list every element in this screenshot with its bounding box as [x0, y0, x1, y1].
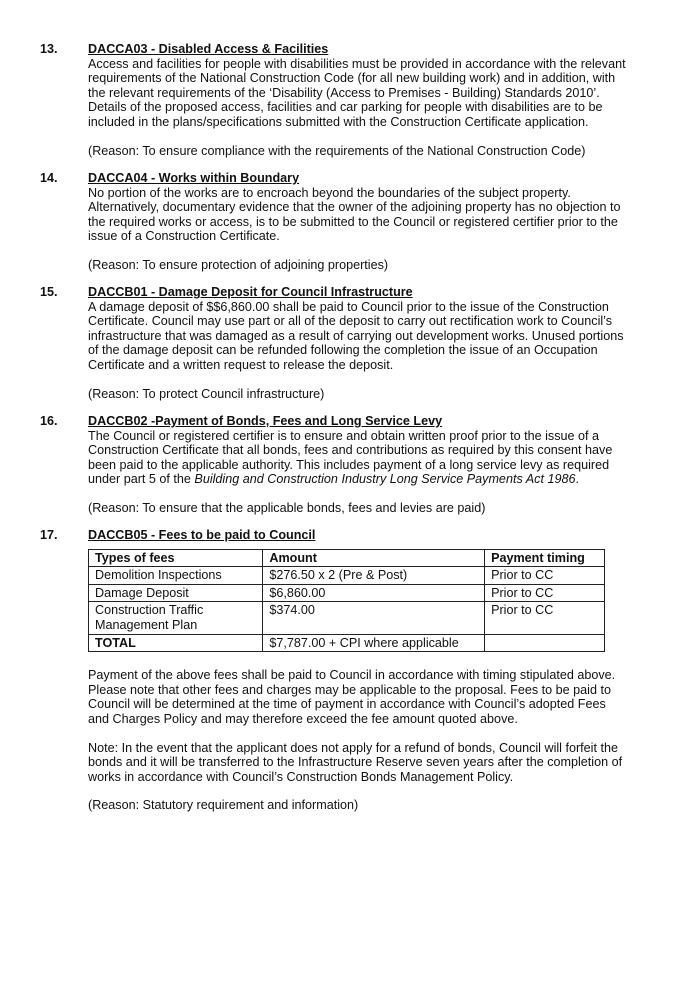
table-cell: $374.00: [263, 602, 485, 634]
bonds-note-paragraph: Note: In the event that the applicant does not apply for a refund of bonds, Council will forfeit the bonds and it will be transferred to the Infrastructure Reserve seven years after the completion of works in accordance with Council’s Construction Bonds Management Policy.: [88, 740, 623, 784]
act-name: Building and Construction Industry Long Service Payments Act 1986: [194, 472, 576, 487]
condition-number: 16.: [40, 414, 58, 428]
table-cell: $6,860.00: [263, 584, 485, 602]
condition-title: DACCA04 - Works within Boundary: [88, 171, 300, 185]
table-row: [89, 584, 605, 602]
condition-body: Access and facilities for people with disabilities must be provided in accordance with the relevant requirements of the National Construction Code (for all new building work) and in addition, with the relevant requirements of the ‘Disability (Access to Premises - Building) Standards 2010’. Details of the proposed access, facilities and car parking for people with disabilities are to be included in the plans/specifications submitted with the Construction Certificate application.: [88, 56, 626, 129]
condition-reason: (Reason: To protect Council infrastructure): [88, 386, 325, 401]
condition-number: 14.: [40, 171, 58, 185]
column-header: Types of fees: [89, 549, 263, 567]
fees-table: [88, 549, 605, 653]
table-cell: Demolition Inspections: [89, 567, 263, 585]
table-row: [89, 602, 605, 634]
table-cell: [485, 634, 605, 652]
condition-body-text: The Council or registered certifier is to ensure and obtain written proof prior to the issue of a Construction Certificate that all bonds, fees and contributions as required by this consent have been paid to the applicable authority. This includes payment of a long service levy as required under part 5 of the: [88, 428, 613, 487]
table-cell: Damage Deposit: [89, 584, 263, 602]
condition-body-end: .: [575, 472, 579, 487]
condition-reason: (Reason: To ensure that the applicable bonds, fees and levies are paid): [88, 500, 486, 515]
condition-title: DACCB02 -Payment of Bonds, Fees and Long Service Levy: [88, 414, 443, 428]
total-label: TOTAL: [89, 634, 263, 652]
condition-body: A damage deposit of $$6,860.00 shall be paid to Council prior to the issue of the Construction Certificate. Council may use part or all of the deposit to carry out rectification work to Council’s infrastructure that was damaged as a result of carrying out development works. Unused portions of the damage deposit can be refunded following the completion the issue of an Occupation Certificate and a written request to release the deposit.: [88, 299, 624, 372]
condition-number: 17.: [40, 528, 58, 542]
condition-number: 15.: [40, 285, 58, 299]
fees-payment-paragraph: Payment of the above fees shall be paid to Council in accordance with timing stipulated above. Please note that other fees and charges may be applicable to the proposal. Fees to be paid to Council will be determined at the time of payment in accordance with Council’s adopted Fees and Charges Policy and may therefore exceed the fee amount quoted above.: [88, 668, 616, 726]
condition-number: 13.: [40, 42, 58, 56]
column-header: Amount: [263, 549, 485, 567]
condition-title: DACCA03 - Disabled Access & Facilities: [88, 42, 329, 56]
table-cell: Prior to CC: [485, 602, 605, 634]
table-cell: Prior to CC: [485, 584, 605, 602]
condition-body: No portion of the works are to encroach beyond the boundaries of the subject property. Alternatively, documentary evidence that the owner of the adjoining property has no objection to the required works or access, is to be submitted to the Council or registered certifier prior to the issue of a Construction Certificate.: [88, 185, 621, 244]
table-row: [89, 567, 605, 585]
condition-title: DACCB01 - Damage Deposit for Council Infrastructure: [88, 285, 413, 299]
column-header: Payment timing: [485, 549, 605, 567]
condition-reason: (Reason: To ensure protection of adjoining properties): [88, 257, 389, 272]
condition-body: [88, 429, 628, 487]
table-total-row: [89, 634, 605, 652]
table-header-row: [89, 549, 605, 567]
table-cell: Construction Traffic Management Plan: [89, 602, 263, 634]
total-amount: $7,787.00 + CPI where applicable: [263, 634, 485, 652]
condition-reason: (Reason: Statutory requirement and information): [88, 798, 359, 813]
condition-title: DACCB05 - Fees to be paid to Council: [88, 528, 316, 542]
table-cell: $276.50 x 2 (Pre & Post): [263, 567, 485, 585]
table-cell: Prior to CC: [485, 567, 605, 585]
condition-reason: (Reason: To ensure compliance with the requirements of the National Construction Code): [88, 143, 586, 158]
